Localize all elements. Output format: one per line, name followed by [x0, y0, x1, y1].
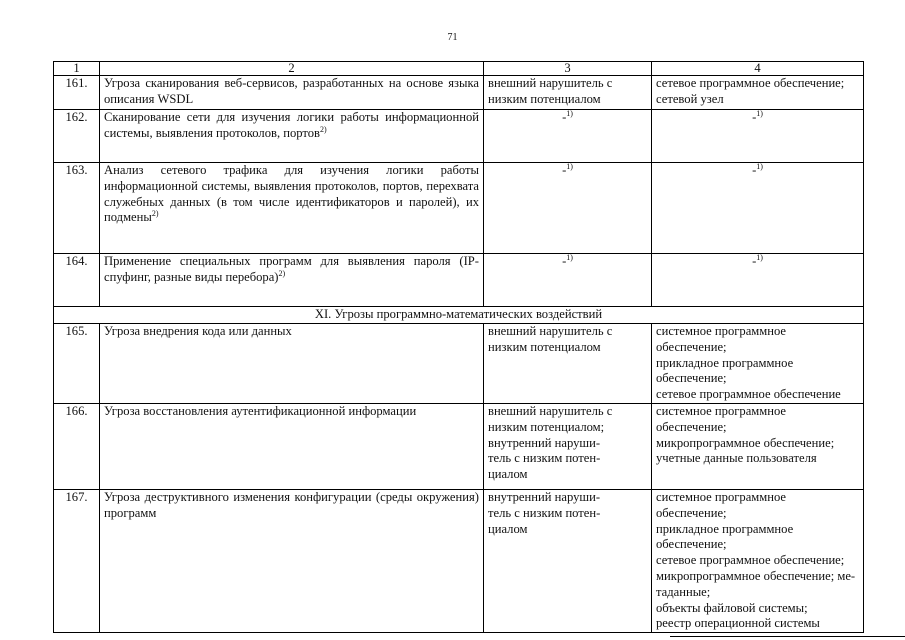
- object-line: прикладное программное обеспечение;: [656, 355, 794, 386]
- row-number: 163.: [54, 163, 100, 254]
- footnote-mark: 1): [756, 161, 763, 171]
- intruder-cell: [484, 110, 652, 163]
- object-line: микропрограммное обеспечение; ме-: [656, 568, 856, 583]
- intruder-line: внутренний наруши-: [488, 489, 601, 504]
- object-line: таданные;: [656, 584, 711, 599]
- objects-cell: [652, 403, 864, 489]
- row-number: 166.: [54, 403, 100, 489]
- footnote-mark: 1): [756, 252, 763, 262]
- intruder-line: внешний нарушитель с: [488, 76, 613, 90]
- footnote-mark: 1): [756, 108, 763, 118]
- object-line: реестр операционной системы: [656, 616, 820, 631]
- objects-cell: [652, 489, 864, 632]
- dash: -: [752, 110, 757, 124]
- intruder-line: низким потенциалом;: [488, 419, 605, 434]
- threat-description: Угроза деструктивного изменения конфигурации (среды окружения) программ: [100, 489, 484, 632]
- footnote-mark: 2): [151, 209, 159, 219]
- intruder-cell: [484, 403, 652, 489]
- threat-description: Применение специальных программ для выявления пароля (IP-спуфинг, разные виды перебора): [104, 254, 479, 284]
- object-line: учетные данные пользователя: [656, 451, 817, 466]
- object-line: сетевое программное обеспечение;: [656, 553, 845, 568]
- row-number: 161.: [54, 76, 100, 110]
- objects-cell: [652, 163, 864, 254]
- dash: -: [752, 163, 757, 177]
- footnote-mark: 2): [320, 124, 327, 134]
- object-line: системное программное обеспечение;: [656, 403, 787, 434]
- footnote-separator: [670, 636, 905, 637]
- object-line: сетевое программное обеспечение;: [656, 76, 845, 90]
- page-number: 71: [447, 32, 458, 43]
- intruder-line: низким потенциалом: [488, 339, 601, 354]
- table-row: [54, 254, 864, 307]
- threat-description: Угроза сканирования веб-сервисов, разработанных на основе языка описания WSDL: [100, 76, 484, 110]
- threat-description-cell: [100, 110, 484, 163]
- intruder-line: низким потенциалом: [488, 91, 601, 106]
- footnote-mark: 1): [566, 161, 573, 171]
- object-line: сетевое программное обеспечение: [656, 387, 841, 402]
- objects-cell: [652, 254, 864, 307]
- intruder-line: тель с низким потен-: [488, 451, 601, 466]
- intruder-line: внутренний наруши-: [488, 435, 601, 450]
- intruder-line: тель с низким потен-: [488, 505, 601, 520]
- object-line: прикладное программное обеспечение;: [656, 521, 794, 552]
- intruder-cell: [484, 163, 652, 254]
- table-row: [54, 403, 864, 489]
- threat-description: Угроза восстановления аутентификационной информации: [100, 403, 484, 489]
- object-line: сетевой узел: [656, 91, 724, 106]
- dash: -: [752, 254, 757, 268]
- threats-table: [53, 61, 864, 633]
- table-row: [54, 110, 864, 163]
- section-row: [54, 307, 864, 324]
- row-number: 164.: [54, 254, 100, 307]
- objects-cell: [652, 324, 864, 404]
- intruder-line: циалом: [488, 521, 528, 536]
- intruder-line: внешний нарушитель с: [488, 403, 613, 418]
- column-number-4: 4: [652, 62, 864, 76]
- threat-description: Анализ сетевого трафика для изучения логики работы информационной системы, выявления протоколов, портов, перехвата служебных данных (в том числе идентификаторов и паролей), их подмены: [104, 163, 479, 225]
- section-title: XI. Угрозы программно-математических воздействий: [54, 307, 864, 324]
- footnote-mark: 1): [566, 252, 573, 262]
- intruder-cell: [484, 254, 652, 307]
- objects-cell: [652, 110, 864, 163]
- object-line: системное программное обеспечение;: [656, 489, 787, 520]
- intruder-cell: [484, 76, 652, 110]
- dash: -: [562, 254, 567, 268]
- intruder-cell: [484, 489, 652, 632]
- row-number: 165.: [54, 324, 100, 404]
- column-number-3: 3: [484, 62, 652, 76]
- object-line: объекты файловой системы;: [656, 600, 808, 615]
- column-number-2: 2: [100, 62, 484, 76]
- threat-description: Сканирование сети для изучения логики работы информационной системы, выявления протоколов, портов: [104, 110, 479, 140]
- footnote-mark: 2): [278, 268, 286, 278]
- threat-description-cell: [100, 163, 484, 254]
- dash: -: [562, 110, 567, 124]
- object-line: системное программное обеспечение;: [656, 324, 787, 354]
- table-row: [54, 324, 864, 404]
- table-row: [54, 489, 864, 632]
- row-number: 167.: [54, 489, 100, 632]
- intruder-line: внешний нарушитель с: [488, 324, 613, 338]
- column-number-1: 1: [54, 62, 100, 76]
- object-line: микропрограммное обеспечение;: [656, 435, 835, 450]
- table-row: [54, 163, 864, 254]
- column-number-row: [54, 62, 864, 76]
- table-row: [54, 76, 864, 110]
- threat-description: Угроза внедрения кода или данных: [100, 324, 484, 404]
- intruder-line: циалом: [488, 467, 528, 482]
- intruder-cell: [484, 324, 652, 404]
- objects-cell: [652, 76, 864, 110]
- dash: -: [562, 163, 567, 177]
- footnote-mark: 1): [566, 108, 573, 118]
- threat-description-cell: [100, 254, 484, 307]
- row-number: 162.: [54, 110, 100, 163]
